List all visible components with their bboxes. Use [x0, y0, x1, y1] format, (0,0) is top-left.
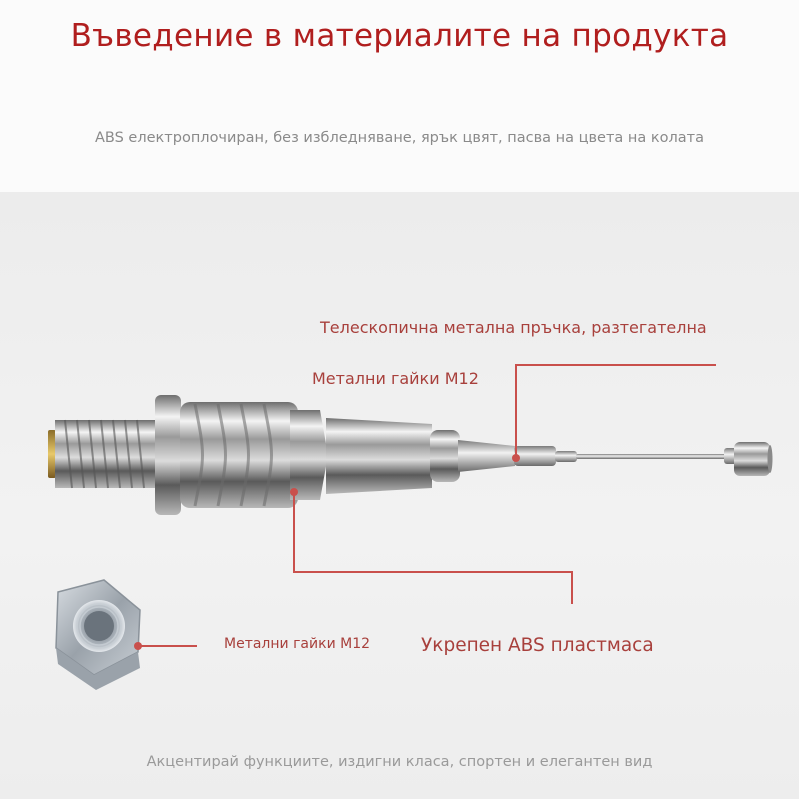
- callout-dot-abs: [290, 488, 298, 496]
- callout-nuts-top-label: Метални гайки M12: [312, 369, 479, 388]
- callout-rod-label: Телескопична метална пръчка, разтегателна: [320, 318, 707, 337]
- callout-abs-label: Укрепен ABS пластмаса: [421, 635, 654, 656]
- callout-nuts-bottom-label: Метални гайки M12: [224, 636, 371, 652]
- page-title: Въведение в материалите на продукта: [70, 18, 729, 54]
- page-subtitle: ABS електроплочиран, без избледняване, ярък цвят, пасва на цвета на колата: [95, 130, 704, 146]
- ribbed-body: [180, 402, 328, 508]
- callout-dot-rod: [512, 454, 520, 462]
- callout-line-abs: [294, 492, 572, 604]
- tapered-shaft: [326, 418, 773, 494]
- callout-line-rod: [516, 365, 716, 458]
- threaded-base: [48, 395, 181, 515]
- m12-nut: [56, 580, 140, 690]
- callout-dot-nut: [134, 642, 142, 650]
- footer-tagline: Акцентирай функциите, издигни класа, спортен и елегантен вид: [146, 754, 653, 770]
